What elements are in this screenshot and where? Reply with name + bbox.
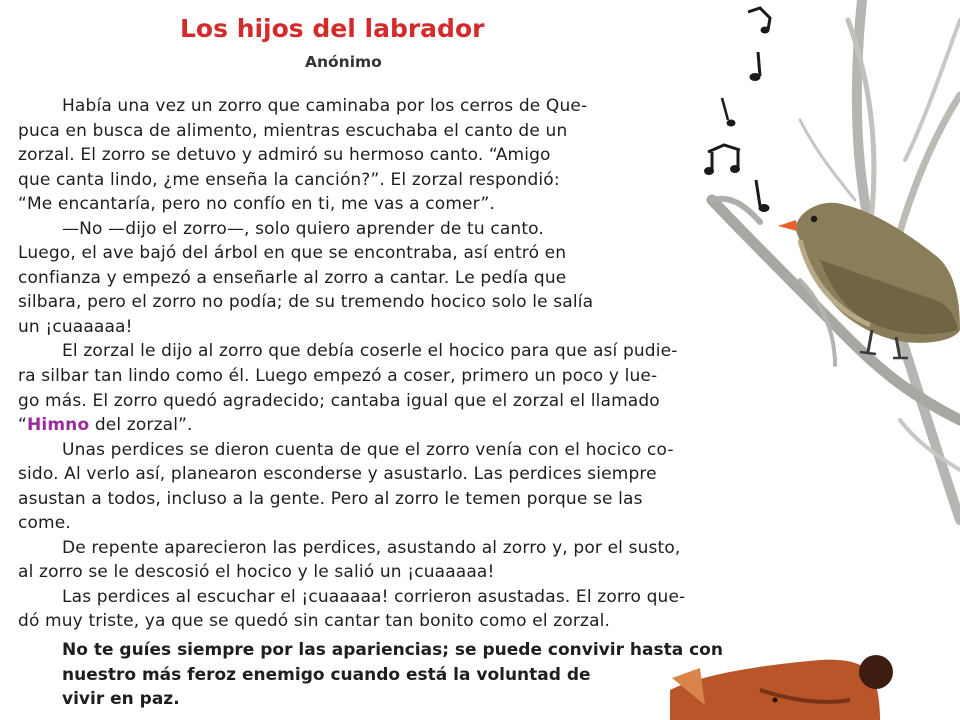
hymn-line (18, 413, 758, 438)
text-line: dó muy triste, ya que se quedó sin cantar tan bonito como el zorzal. (18, 611, 611, 632)
text-line: silbara, pero el zorro no podía; de su tremendo hocico solo le salía (18, 292, 594, 313)
paragraph-5 (18, 536, 758, 585)
text-line: ra silbar tan lindo como él. Luego empezó a coser, primero un poco y lue- (18, 366, 658, 387)
text-line: Luego, el ave bajó del árbol en que se encontraba, así entró en (18, 243, 567, 264)
himno-highlight: Himno (26, 415, 90, 436)
text-line: asustan a todos, incluso a la gente. Pero al zorro le temen porque se las (18, 488, 643, 509)
text-line: Había una vez un zorro que caminaba por los cerros de Que- (62, 96, 588, 116)
paragraph-1 (18, 94, 758, 217)
text-line: go más. El zorro quedó agradecido; cantaba igual que el zorzal el llamado (18, 390, 660, 411)
paragraph-6 (18, 585, 758, 634)
open-quote: “ (18, 415, 27, 436)
bird-illustration (778, 203, 960, 358)
text-line: Las perdices al escuchar el ¡cuaaaaa! corrieron asustadas. El zorro que- (62, 586, 686, 607)
paragraph-2 (18, 217, 758, 340)
text-line: De repente aparecieron las perdices, asustando al zorro y, por el susto, (62, 537, 681, 558)
text-line: Unas perdices se dieron cuenta de que el zorro venía con el hocico co- (62, 439, 674, 460)
paragraph-4 (18, 438, 758, 536)
hymn-line-rest: del zorzal”. (89, 415, 193, 436)
story-body (18, 94, 758, 634)
text-line: El zorzal le dijo al zorro que debía coserle el hocico para que así pudie- (62, 341, 678, 362)
text-line: que canta lindo, ¿me enseña la canción?”. El zorzal respondió: (18, 169, 560, 190)
text-line: zorzal. El zorro se detuvo y admiró su hermoso canto. “Amigo (18, 145, 551, 166)
moral-line: nuestro más feroz enemigo cuando está la voluntad de (62, 664, 591, 685)
story-author: Anónimo (305, 53, 382, 71)
text-line: puca en busca de alimento, mientras escuchaba el canto de un (18, 120, 568, 141)
text-line: sido. Al verlo así, planearon esconderse y asustarlo. Las perdices siempre (18, 464, 657, 485)
text-line: un ¡cuaaaaa! (18, 316, 133, 337)
story-title: Los hijos del labrador (180, 14, 485, 43)
story-moral (62, 638, 782, 712)
paragraph-3 (18, 339, 758, 437)
moral-line: vivir en paz. (62, 689, 180, 709)
text-line: confianza y empezó a enseñarle al zorro a cantar. Le pedía que (18, 267, 567, 288)
text-line: al zorro se le descosió el hocico y le salió un ¡cuaaaaa! (18, 562, 495, 583)
text-line: “Me encantaría, pero no confío en ti, me vas a comer”. (18, 194, 496, 215)
text-line: —No —dijo el zorro—, solo quiero aprender de tu canto. (62, 218, 544, 239)
text-line: come. (18, 513, 71, 534)
moral-line: No te guíes siempre por las apariencias; se puede convivir hasta con (62, 640, 723, 660)
